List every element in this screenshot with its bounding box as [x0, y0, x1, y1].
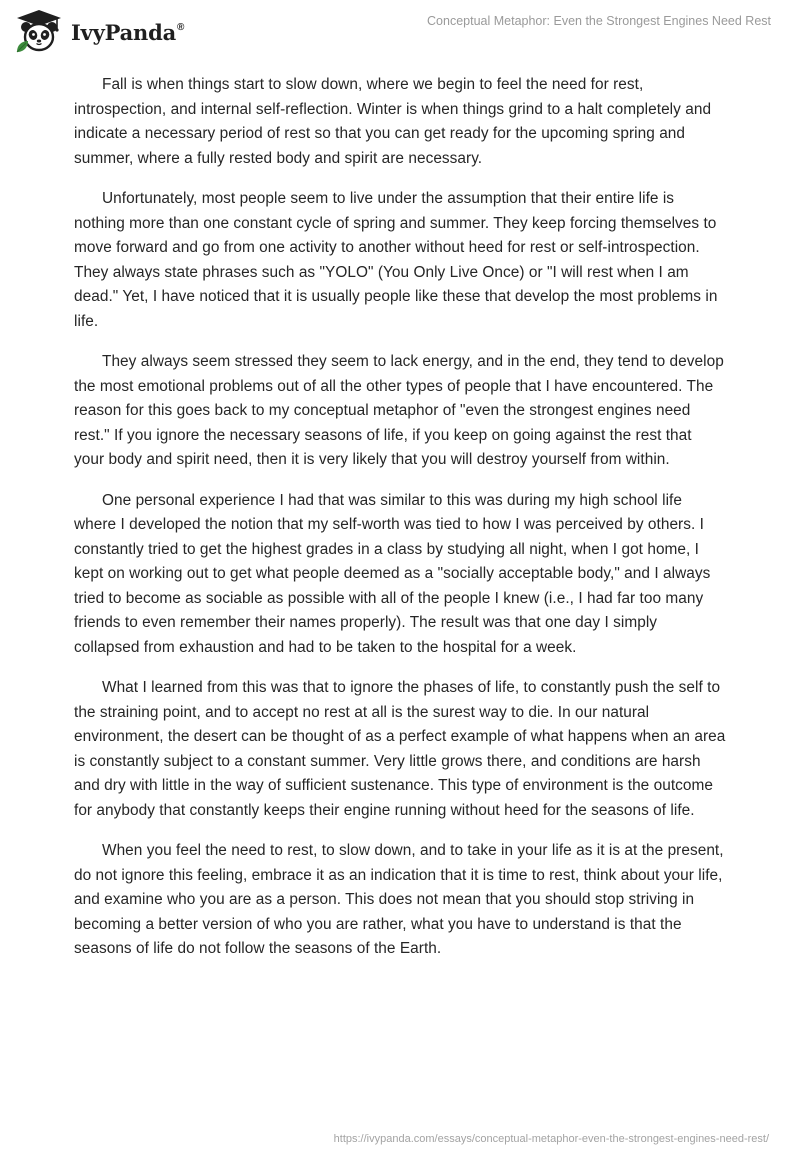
document-title: Conceptual Metaphor: Even the Strongest Engines Need Rest: [427, 14, 771, 28]
brand-name: IvyPanda®: [71, 19, 185, 45]
paragraph-2: Unfortunately, most people seem to live under the assumption that their entire life is nothing more than one constant cycle of spring and summer. They keep forcing themselves to move forward and go from one activity to another without heed for rest or self-introspection. They always state phrases such as "YOLO" (You Only Live Once) or "I will rest when I am dead." Yet, I have noticed that it is usually people like these that develop the most problems in life.: [74, 190, 718, 330]
paragraph-3: They always seem stressed they seem to lack energy, and in the end, they tend to develop the most emotional problems out of all the other types of people that I have encountered. The reason for this goes back to my conceptual metaphor of "even the strongest engines need rest." If you ignore the necessary seasons of life, if you keep on going against the rest that your body and spirit need, then it is very likely that you will destroy yourself from within.: [74, 353, 724, 468]
essay-body: [74, 73, 726, 978]
paragraph-4: One personal experience I had that was similar to this was during my high school life where I developed the notion that my self-worth was tied to how I was perceived by others. I constantly tried to get the highest grades in a class by studying all night, when I got home, I kept on working out to get what people deemed as a "socially acceptable body," and I always tried to become as sociable as possible with all of the people I knew (i.e., I had far too many friends to even remember their names properly). The result was that one day I simply collapsed from exhaustion and had to be taken to the hospital for a week.: [74, 491, 711, 656]
paragraph-1: Fall is when things start to slow down, where we begin to feel the need for rest, introspection, and internal self-reflection. Winter is when things grind to a halt completely and indicate a necessary period of rest so that you can get ready for the upcoming spring and summer, where a fully rested body and spirit are necessary.: [74, 76, 712, 167]
source-url[interactable]: https://ivypanda.com/essays/conceptual-metaphor-even-the-strongest-engines-need-rest/: [333, 1133, 769, 1145]
registered-mark: ®: [177, 21, 185, 33]
panda-graduate-icon: [14, 8, 64, 54]
paragraph-6: When you feel the need to rest, to slow down, and to take in your life as it is at the present, do not ignore this feeling, embrace it as an indication that it is time to rest, think about your life, and examine who you are as a person. This does not mean that you should stop striving in becoming a better version of who you are rather, what you have to understand is that the seasons of life do not follow the seasons of the Earth.: [74, 842, 724, 957]
paragraph-5: What I learned from this was that to ignore the phases of life, to constantly push the self to the straining point, and to accept no rest at all is the surest way to die. In our natural environment, the desert can be thought of as a perfect example of what happens when an area is constantly subject to a constant summer. Very little grows there, and conditions are harsh and dry with little in the way of sufficient sustenance. This type of environment is the outcome for anybody that constantly keeps their engine running without heed for the seasons of life.: [74, 679, 726, 819]
brand-logo[interactable]: [14, 8, 184, 54]
page-header: [0, 0, 800, 64]
